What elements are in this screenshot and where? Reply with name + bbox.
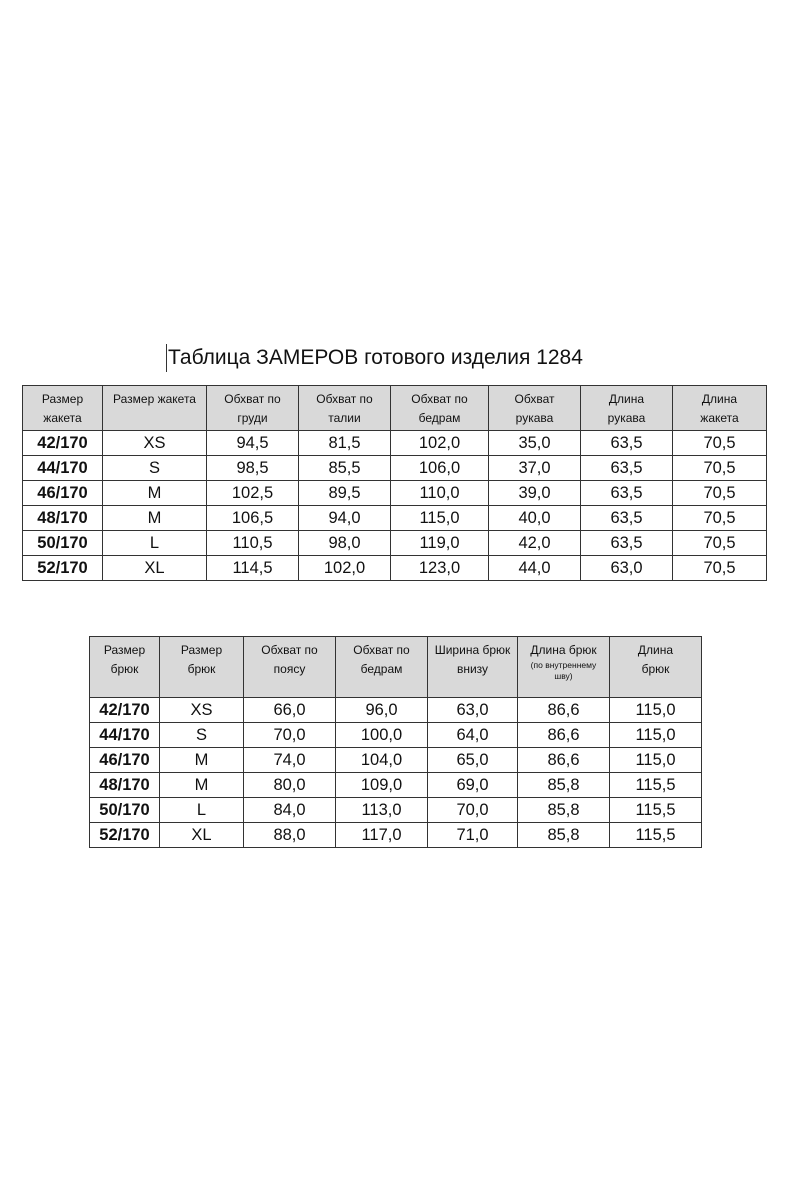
trousers-header-row — [90, 637, 702, 698]
table-cell: 98,5 — [207, 456, 299, 481]
table-cell: 94,5 — [207, 431, 299, 456]
jacket-row — [23, 481, 767, 506]
size-label-cell: 46/170 — [90, 748, 160, 773]
table-cell: 110,0 — [391, 481, 489, 506]
trousers-col-header: Размер брюк — [160, 637, 244, 698]
jacket-col-header: Длина рукава — [581, 386, 673, 431]
jacket-row — [23, 506, 767, 531]
table-cell: 63,5 — [581, 506, 673, 531]
size-label-cell: 42/170 — [23, 431, 103, 456]
table-cell: 42,0 — [489, 531, 581, 556]
table-cell: 102,0 — [299, 556, 391, 581]
table-cell: 63,0 — [581, 556, 673, 581]
table-cell: 70,5 — [673, 506, 767, 531]
table-cell: 74,0 — [244, 748, 336, 773]
trousers-col-header-inseam — [518, 637, 610, 698]
table-cell: 85,5 — [299, 456, 391, 481]
size-label-cell: 50/170 — [23, 531, 103, 556]
table-cell: 104,0 — [336, 748, 428, 773]
table-cell: 106,0 — [391, 456, 489, 481]
trousers-row — [90, 823, 702, 848]
table-cell: 70,5 — [673, 531, 767, 556]
jacket-row — [23, 431, 767, 456]
table-cell: 113,0 — [336, 798, 428, 823]
table-cell: 102,0 — [391, 431, 489, 456]
table-cell: 44,0 — [489, 556, 581, 581]
size-label-cell: 46/170 — [23, 481, 103, 506]
table-cell: 81,5 — [299, 431, 391, 456]
table-cell: 115,0 — [610, 723, 702, 748]
size-label-cell: 48/170 — [23, 506, 103, 531]
table-cell: 100,0 — [336, 723, 428, 748]
trousers-size-table — [89, 636, 702, 848]
table-cell: XS — [103, 431, 207, 456]
table-cell: 63,0 — [428, 698, 518, 723]
trousers-row — [90, 698, 702, 723]
table-cell: M — [160, 773, 244, 798]
table-cell: 65,0 — [428, 748, 518, 773]
table-cell: 85,8 — [518, 773, 610, 798]
size-label-cell: 44/170 — [90, 723, 160, 748]
table-cell: 64,0 — [428, 723, 518, 748]
trousers-col-header: Обхват по поясу — [244, 637, 336, 698]
table-cell: 37,0 — [489, 456, 581, 481]
table-cell: 69,0 — [428, 773, 518, 798]
jacket-size-table — [22, 385, 767, 581]
table-cell: 86,6 — [518, 698, 610, 723]
table-cell: 119,0 — [391, 531, 489, 556]
table-cell: S — [103, 456, 207, 481]
table-cell: 114,5 — [207, 556, 299, 581]
size-label-cell: 52/170 — [23, 556, 103, 581]
size-label-cell: 44/170 — [23, 456, 103, 481]
trousers-col-header: Ширина брюк внизу — [428, 637, 518, 698]
table-cell: L — [103, 531, 207, 556]
table-cell: 115,5 — [610, 823, 702, 848]
trousers-col-header: Размер брюк — [90, 637, 160, 698]
table-cell: 86,6 — [518, 748, 610, 773]
table-cell: 63,5 — [581, 456, 673, 481]
jacket-col-header: Обхват по груди — [207, 386, 299, 431]
table-cell: 115,0 — [391, 506, 489, 531]
table-cell: M — [103, 481, 207, 506]
size-label-cell: 42/170 — [90, 698, 160, 723]
inseam-note: (по внутреннему шву) — [530, 660, 597, 681]
table-cell: 106,5 — [207, 506, 299, 531]
table-cell: 85,8 — [518, 798, 610, 823]
table-cell: 70,5 — [673, 556, 767, 581]
table-cell: 39,0 — [489, 481, 581, 506]
table-cell: 84,0 — [244, 798, 336, 823]
table-cell: M — [160, 748, 244, 773]
jacket-row — [23, 531, 767, 556]
table-cell: 70,5 — [673, 456, 767, 481]
table-cell: 115,0 — [610, 748, 702, 773]
table-cell: 85,8 — [518, 823, 610, 848]
table-cell: 70,0 — [244, 723, 336, 748]
table-cell: 123,0 — [391, 556, 489, 581]
table-cell: 63,5 — [581, 481, 673, 506]
table-cell: 110,5 — [207, 531, 299, 556]
table-cell: 66,0 — [244, 698, 336, 723]
table-cell: XS — [160, 698, 244, 723]
table-cell: 98,0 — [299, 531, 391, 556]
table-cell: 70,0 — [428, 798, 518, 823]
jacket-col-header: Длина жакета — [673, 386, 767, 431]
table-cell: 115,5 — [610, 798, 702, 823]
jacket-row — [23, 556, 767, 581]
table-cell: M — [103, 506, 207, 531]
table-cell: 70,5 — [673, 481, 767, 506]
size-label-cell: 52/170 — [90, 823, 160, 848]
page-title-text: Таблица ЗАМЕРОВ готового изделия 1284 — [168, 346, 583, 369]
page-title — [166, 340, 646, 376]
table-cell: 35,0 — [489, 431, 581, 456]
table-cell: 109,0 — [336, 773, 428, 798]
table-cell: 117,0 — [336, 823, 428, 848]
trousers-row — [90, 773, 702, 798]
table-cell: XL — [160, 823, 244, 848]
jacket-col-header: Обхват рукава — [489, 386, 581, 431]
table-cell: 89,5 — [299, 481, 391, 506]
table-cell: 86,6 — [518, 723, 610, 748]
table-cell: 70,5 — [673, 431, 767, 456]
table-cell: 94,0 — [299, 506, 391, 531]
trousers-col-header: Обхват по бедрам — [336, 637, 428, 698]
table-cell: 63,5 — [581, 431, 673, 456]
table-cell: 96,0 — [336, 698, 428, 723]
jacket-col-header: Размер жакета — [103, 386, 207, 431]
trousers-row — [90, 748, 702, 773]
table-cell: 115,0 — [610, 698, 702, 723]
size-label-cell: 48/170 — [90, 773, 160, 798]
jacket-header-row — [23, 386, 767, 431]
table-cell: 71,0 — [428, 823, 518, 848]
jacket-col-header: Обхват по талии — [299, 386, 391, 431]
trousers-col-header-label: Длина брюк — [530, 643, 597, 657]
table-cell: S — [160, 723, 244, 748]
table-cell: 102,5 — [207, 481, 299, 506]
table-cell: XL — [103, 556, 207, 581]
table-cell: 115,5 — [610, 773, 702, 798]
jacket-row — [23, 456, 767, 481]
trousers-row — [90, 798, 702, 823]
jacket-col-header: Обхват по бедрам — [391, 386, 489, 431]
text-cursor — [166, 344, 167, 372]
jacket-col-header: Размер жакета — [23, 386, 103, 431]
table-cell: 80,0 — [244, 773, 336, 798]
table-cell: L — [160, 798, 244, 823]
trousers-row — [90, 723, 702, 748]
size-label-cell: 50/170 — [90, 798, 160, 823]
trousers-col-header: Длина брюк — [610, 637, 702, 698]
table-cell: 88,0 — [244, 823, 336, 848]
table-cell: 40,0 — [489, 506, 581, 531]
table-cell: 63,5 — [581, 531, 673, 556]
